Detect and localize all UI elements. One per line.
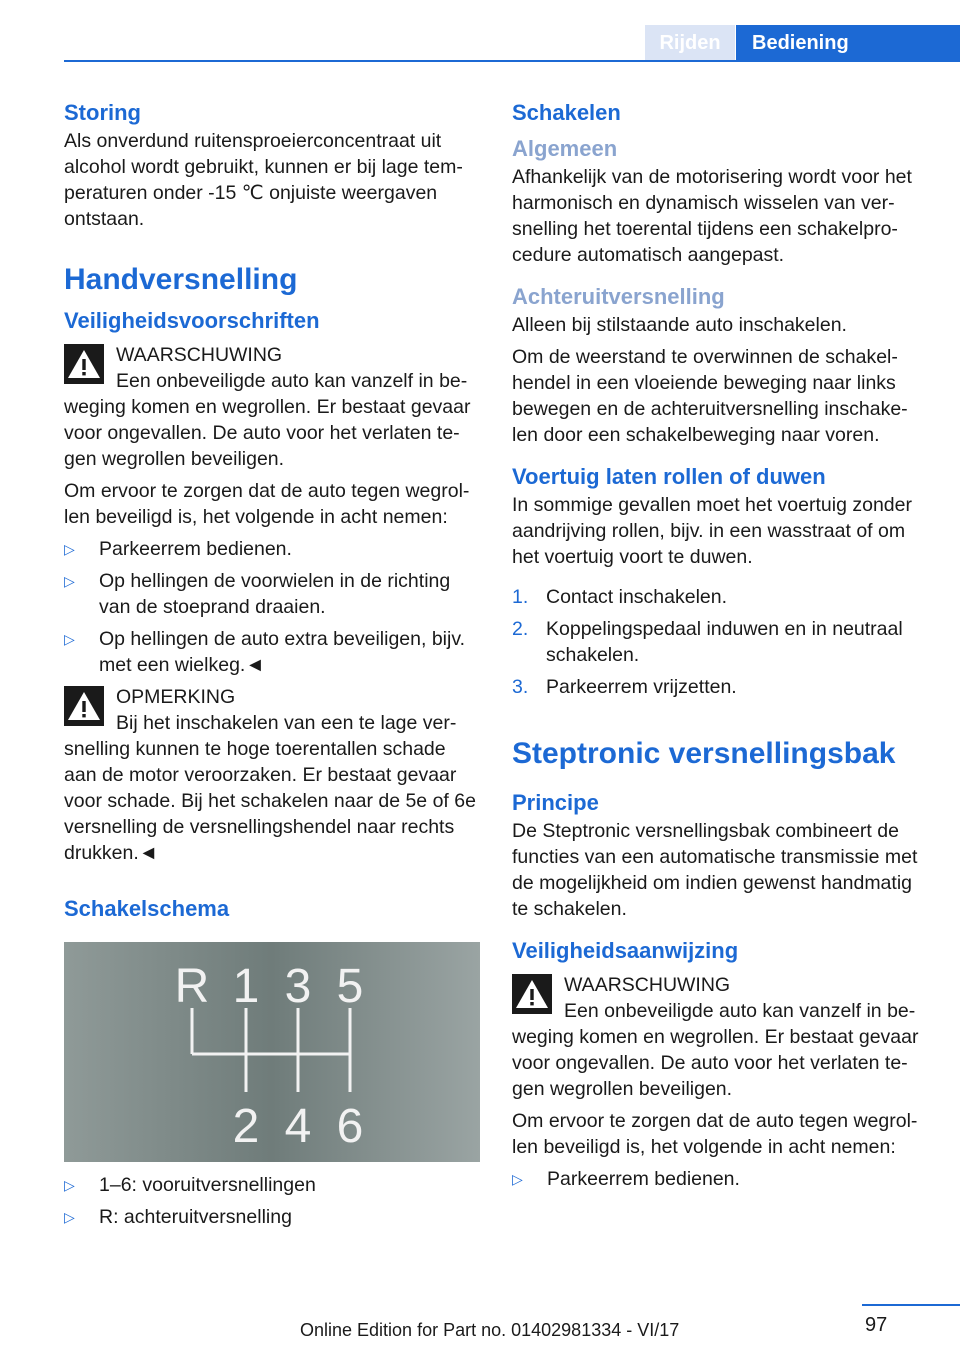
edition-text: Online Edition for Part no. 01402981334 - VI/17 [300, 1320, 680, 1340]
list-item: ▷ R: achteruitversnelling [64, 1206, 292, 1228]
page-footer [0, 1302, 960, 1362]
algemeen-text: Afhankelijk van de motorisering wordt voor het harmonisch en dynamisch wisselen van ver-snelling het toerental tijdens een schakelpro-cedure automatisch aangepast. [512, 166, 912, 266]
warning-text: Een onbeveiligde auto kan vanzelf in be-weging komen en wegrollen. Er bestaat gevaar voor ongevallen. De auto voor het verlaten te-gen wegrollen beveiligen. [64, 370, 471, 470]
gear-label-r: R [174, 960, 210, 1013]
warning-block [64, 342, 480, 368]
steps-list [512, 584, 928, 700]
gear-label-1: 1 [232, 960, 260, 1013]
list-item: ▷ 1–6: vooruitversnellingen [64, 1174, 316, 1196]
gear-label-5: 5 [336, 960, 364, 1013]
triangle-bullet-icon: ▷ [64, 631, 75, 647]
list-item: 3. Parkeerrem vrijzetten. [512, 676, 737, 698]
header-tab-bediening[interactable]: Bediening [736, 25, 960, 62]
note-block [64, 684, 480, 710]
safety-bullet-list-2 [512, 1166, 928, 1192]
storing-text: Als onverdund ruitensproeierconcentraat uit alcohol wordt gebruikt, kunnen er bij lage tem-peraturen onder -15 ℃ onjuiste weergaven ontstaan. [64, 130, 463, 230]
list-item: ▷ Parkeerrem bedienen. [512, 1168, 740, 1190]
storing-heading: Storing [64, 100, 141, 125]
page-number: 97 [865, 1314, 888, 1336]
triangle-bullet-icon: ▷ [64, 1177, 75, 1193]
gear-label-4: 4 [284, 1100, 312, 1153]
achteruit-heading: Achteruitversnelling [512, 284, 725, 309]
achteruit-text-2: Om de weerstand te overwinnen de schakel-hendel in een vloeiende beweging naar links bewegen en de achteruitversnelling inschake-len door een schakelbeweging naar voren. [512, 346, 908, 446]
list-item: 2. Koppelingspedaal induwen en in neutraal schakelen. [512, 618, 903, 666]
gear-label-6: 6 [336, 1100, 364, 1153]
header-tab-rijden[interactable]: Rijden [645, 25, 735, 62]
schakelschema-heading: Schakelschema [64, 896, 230, 921]
gear-label-2: 2 [232, 1100, 260, 1153]
intro-text: Om ervoor te zorgen dat de auto tegen wegrol-len beveiligd is, het volgende in acht nemen: [64, 480, 470, 528]
triangle-bullet-icon: ▷ [64, 541, 75, 557]
rollen-text: In sommige gevallen moet het voertuig zonder aandrijving rollen, bijv. in een wasstraat of om het voertuig voort te duwen. [512, 494, 912, 568]
triangle-bullet-icon: ▷ [64, 1209, 75, 1225]
header-rule [64, 60, 960, 62]
note-triangle-icon [64, 686, 104, 726]
list-item: ▷ Op hellingen de voorwielen in de richting van de stoeprand draaien. [64, 570, 451, 618]
principe-heading: Principe [512, 790, 599, 815]
right-column [512, 98, 928, 1198]
warning-text-2: Een onbeveiligde auto kan vanzelf in be-weging komen en wegrollen. Er bestaat gevaar voor ongevallen. De auto voor het verlaten te-gen wegrollen beveiligen. [512, 1000, 919, 1100]
rollen-heading: Voertuig laten rollen of duwen [512, 464, 826, 489]
warning-triangle-icon [512, 974, 552, 1014]
gear-shift-diagram [64, 942, 480, 1162]
gear-label-3: 3 [284, 960, 312, 1013]
veiligheidsaanwijzing-heading: Veiligheidsaanwijzing [512, 938, 739, 963]
algemeen-heading: Algemeen [512, 136, 618, 161]
warning-title: WAARSCHUWING [116, 344, 283, 366]
schakelen-heading: Schakelen [512, 100, 621, 125]
page-number-rule [862, 1304, 960, 1306]
warning-triangle-icon [64, 344, 104, 384]
list-item: ▷ Op hellingen de auto extra beveiligen, bijv. met een wielkeg.◄ [64, 628, 466, 676]
list-item: 1. Contact inschakelen. [512, 586, 728, 608]
triangle-bullet-icon: ▷ [64, 573, 75, 589]
intro-text-2: Om ervoor te zorgen dat de auto tegen wegrol-len beveiligd is, het volgende in acht nemen: [512, 1110, 918, 1158]
warning-block-2 [512, 972, 928, 998]
note-text: Bij het inschakelen van een te lage ver-snelling kunnen te hoge toerentallen schade aan de motor veroorzaken. Er bestaat gevaar voor schade. Bij het schakelen naar de 5e of 6e versnelling de versnellingshendel naar rechts drukken.◄ [64, 712, 476, 864]
left-column [64, 98, 480, 1236]
triangle-bullet-icon: ▷ [512, 1171, 523, 1187]
achteruit-text-1: Alleen bij stilstaande auto inschakelen. [512, 314, 847, 336]
veiligheid-heading: Veiligheidsvoorschriften [64, 308, 320, 333]
warning-title-2: WAARSCHUWING [564, 974, 731, 996]
note-title: OPMERKING [116, 686, 236, 708]
list-item: ▷ Parkeerrem bedienen. [64, 538, 292, 560]
legend-list [64, 1172, 480, 1230]
steptronic-heading: Steptronic versnellingsbak [512, 737, 896, 770]
handversnelling-heading: Handversnelling [64, 263, 298, 296]
safety-bullet-list [64, 536, 480, 678]
principe-text: De Steptronic versnellingsbak combineert de functies van een automatische transmissie met de mogelijkheid om indien gewenst handmatig te schakelen. [512, 820, 918, 920]
